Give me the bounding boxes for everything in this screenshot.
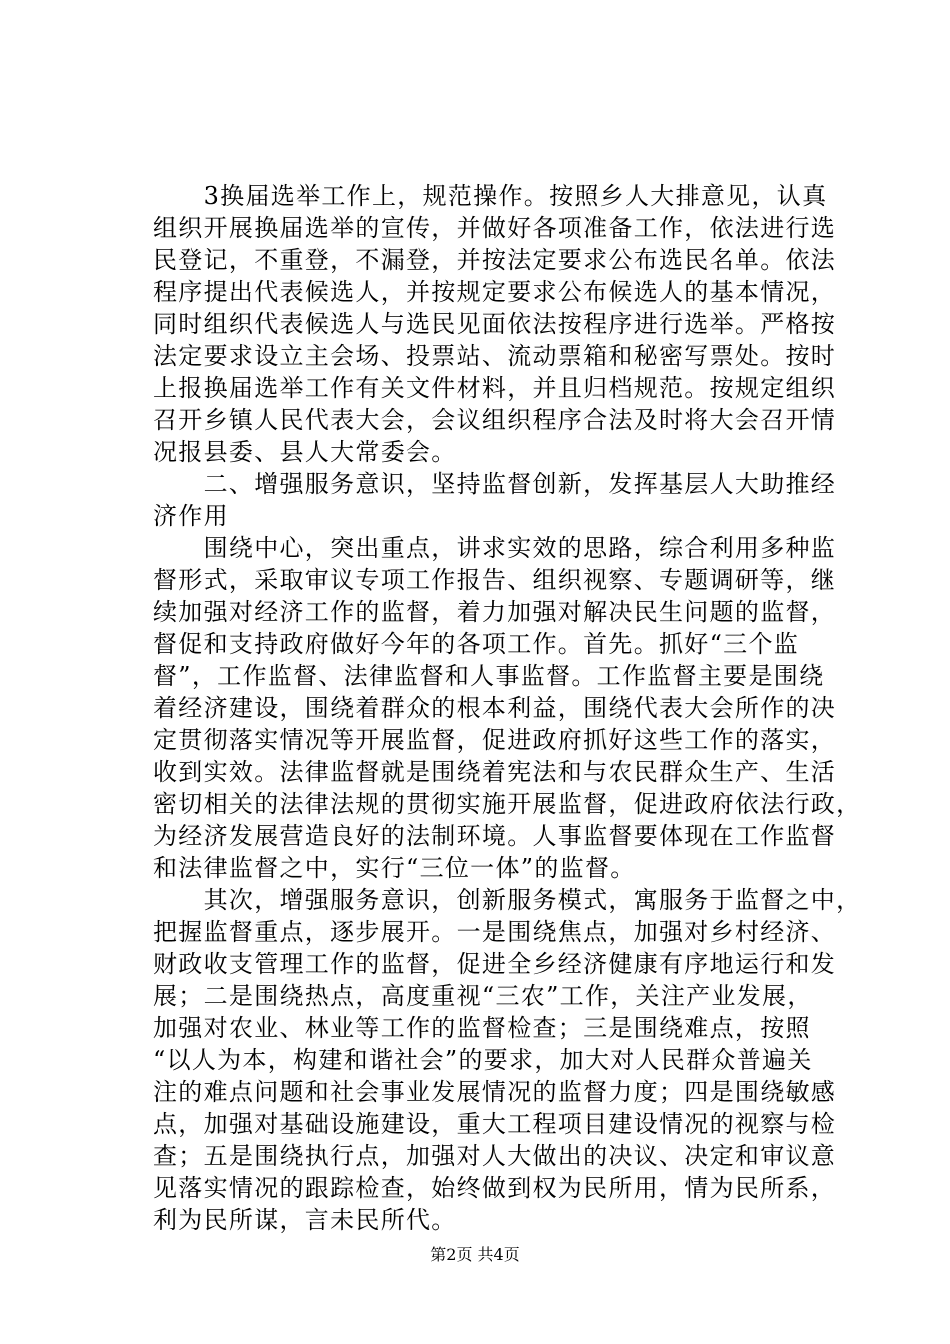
text-line: 其次，增强服务意识，创新服务模式，寓服务于监督之中，	[153, 886, 862, 914]
text-line: 续加强对经济工作的监督，着力加强对解决民生问题的监督，	[153, 598, 837, 626]
text-line: 注的难点问题和社会事业发展情况的监督力度；四是围绕敏感	[153, 1078, 837, 1106]
text-line: 程序提出代表候选人，并按规定要求公布候选人的基本情况，	[153, 278, 837, 306]
text-line: 召开乡镇人民代表大会，会议组织程序合法及时将大会召开情	[153, 406, 837, 434]
text-line: 督促和支持政府做好今年的各项工作。首先。抓好“三个监	[153, 630, 800, 658]
text-line: 加强对农业、林业等工作的监督检查；三是围绕难点，按照	[153, 1014, 811, 1042]
text-line: 况报县委、县人大常委会。	[153, 438, 457, 466]
text-line: 财政收支管理工作的监督，促进全乡经济健康有序地运行和发	[153, 950, 837, 978]
text-line: 见落实情况的跟踪检查，始终做到权为民所用，情为民所系，	[153, 1174, 837, 1202]
text-line: 着经济建设，围绕着群众的根本利益，围绕代表大会所作的决	[153, 694, 837, 722]
text-line: 围绕中心，突出重点，讲求实效的思路，综合利用多种监	[153, 534, 837, 562]
page-footer: 第2页 共4页	[430, 1245, 520, 1264]
text-line: 民登记，不重登，不漏登，并按法定要求公布选民名单。依法	[153, 246, 837, 274]
text-line: 展；二是围绕热点，高度重视“三农”工作，关注产业发展，	[153, 982, 813, 1010]
text-line: 点，加强对基础设施建设，重大工程项目建设情况的视察与检	[153, 1110, 837, 1138]
text-line: “以人为本，构建和谐社会”的要求，加大对人民群众普遍关	[153, 1046, 813, 1074]
text-line: 督”，工作监督、法律监督和人事监督。工作监督主要是围绕	[153, 662, 825, 690]
text-line: 督形式，采取审议专项工作报告、组织视察、专题调研等，继	[153, 566, 837, 594]
text-line: 利为民所谋，言未民所代。	[153, 1206, 457, 1234]
text-line: 3换届选举工作上，规范操作。按照乡人大排意见，认真	[153, 182, 828, 210]
text-line: 法定要求设立主会场、投票站、流动票箱和秘密写票处。按时	[153, 342, 837, 370]
section-heading: 二、增强服务意识，坚持监督创新，发挥基层人大助推经	[153, 470, 837, 498]
text-line: 查；五是围绕执行点，加强对人大做出的决议、决定和审议意	[153, 1142, 837, 1170]
text-line: 组织开展换届选举的宣传，并做好各项准备工作，依法进行选	[153, 214, 837, 242]
text-line: 密切相关的法律法规的贯彻实施开展监督，促进政府依法行政，	[153, 790, 862, 818]
text-line: 上报换届选举工作有关文件材料，并且归档规范。按规定组织	[153, 374, 837, 402]
text-line: 把握监督重点，逐步展开。一是围绕焦点，加强对乡村经济、	[153, 918, 837, 946]
section-heading: 济作用	[153, 502, 229, 530]
text-line: 和法律监督之中，实行“三位一体”的监督。	[153, 854, 636, 882]
text-line: 同时组织代表候选人与选民见面依法按程序进行选举。严格按	[153, 310, 837, 338]
text-line: 定贯彻落实情况等开展监督，促进政府抓好这些工作的落实，	[153, 726, 837, 754]
text-line: 为经济发展营造良好的法制环境。人事监督要体现在工作监督	[153, 822, 837, 850]
text-line: 收到实效。法律监督就是围绕着宪法和与农民群众生产、生活	[153, 758, 837, 786]
